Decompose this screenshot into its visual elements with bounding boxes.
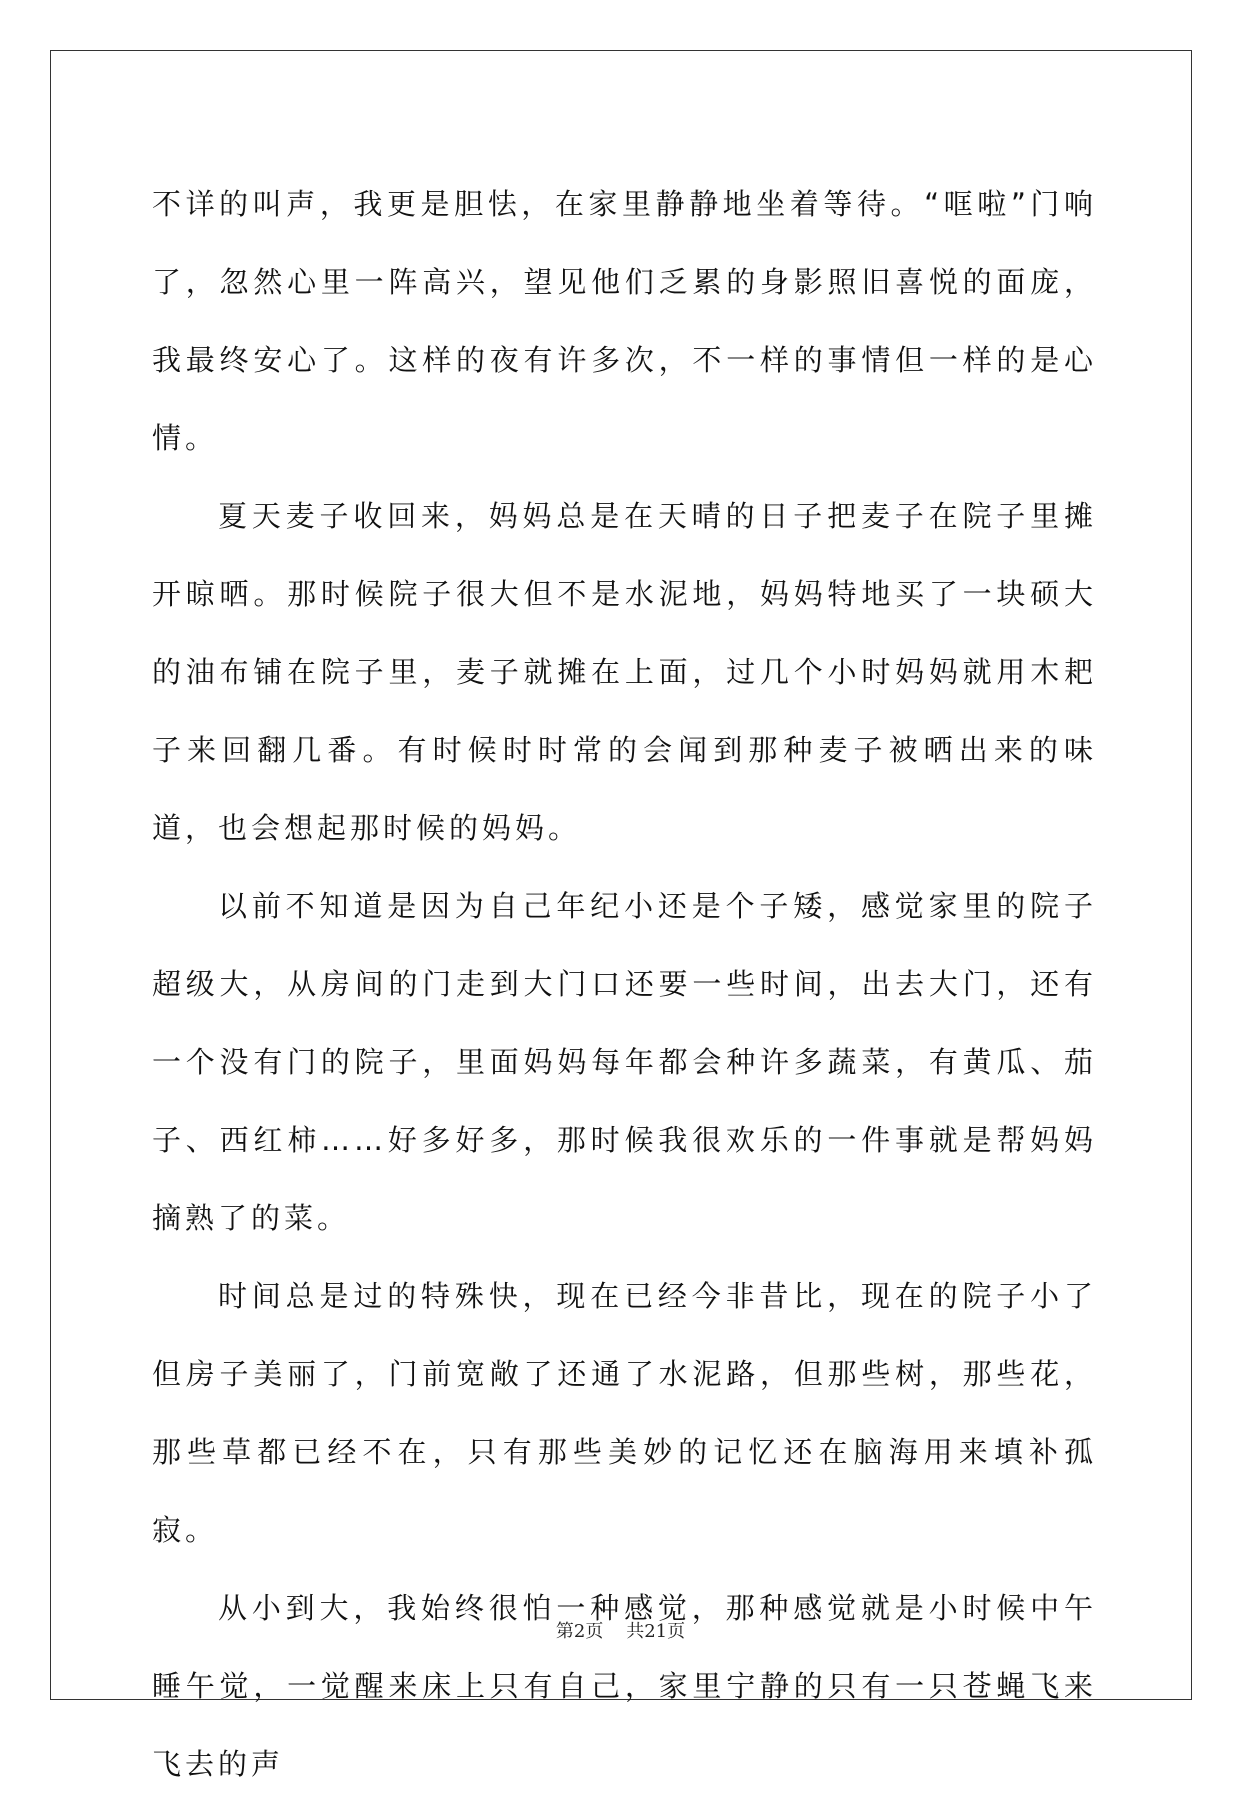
footer-total-suffix: 页	[667, 1621, 686, 1642]
document-body	[152, 165, 1097, 1803]
footer-page-prefix: 第	[555, 1621, 574, 1642]
footer-page-word: 页	[585, 1621, 604, 1642]
paragraph-2: 夏天麦子收回来，妈妈总是在天晴的日子把麦子在院子里摊开晾晒。那时候院子很大但不是水泥地，妈妈特地买了一块硕大的油布铺在院子里，麦子就摊在上面，过几个小时妈妈就用木耙子来回翻几番。有时候时时常的会闻到那种麦子被晒出来的味道，也会想起那时候的妈妈。	[152, 499, 1097, 845]
page-footer	[0, 1617, 1241, 1643]
paragraph-1: 不详的叫声，我更是胆怯，在家里静静地坐着等待。“哐啦”门响了，忽然心里一阵高兴，望见他们乏累的身影照旧喜悦的面庞，我最终安心了。这样的夜有许多次，不一样的事情但一样的是心情。	[152, 187, 1097, 455]
footer-total-prefix: 共	[626, 1621, 645, 1642]
paragraph-3: 以前不知道是因为自己年纪小还是个子矮，感觉家里的院子超级大，从房间的门走到大门口还要一些时间，出去大门，还有一个没有门的院子，里面妈妈每年都会种许多蔬菜，有黄瓜、茄子、西红柿……好多好多，那时候我很欢乐的一件事就是帮妈妈摘熟了的菜。	[152, 889, 1097, 1235]
footer-current-page: 2	[573, 1621, 586, 1642]
paragraph-4: 时间总是过的特殊快，现在已经今非昔比，现在的院子小了但房子美丽了，门前宽敞了还通了水泥路，但那些树，那些花，那些草都已经不在，只有那些美妙的记忆还在脑海用来填补孤寂。	[152, 1279, 1097, 1547]
footer-total-pages: 21	[644, 1621, 668, 1642]
paragraph-5: 从小到大，我始终很怕一种感觉，那种感觉就是小时候中午睡午觉，一觉醒来床上只有自己，家里宁静的只有一只苍蝇飞来飞去的声	[152, 1591, 1097, 1781]
